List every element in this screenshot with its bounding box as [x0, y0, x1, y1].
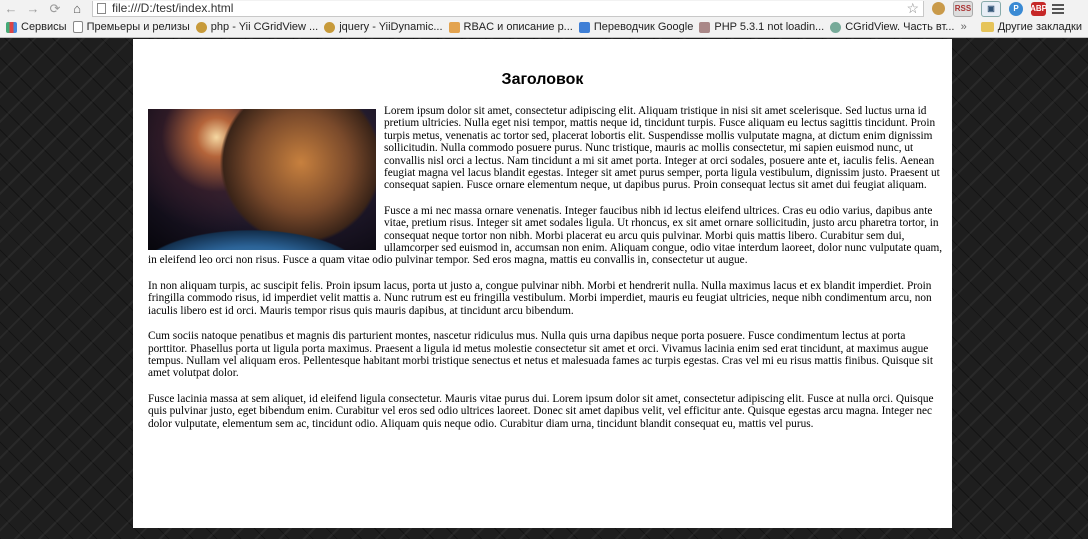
page-icon [73, 21, 83, 33]
paragraph-1: Lorem ipsum dolor sit amet, consectetur adipiscing elit. Aliquam tristique in nisi sit amet scelerisque. Sed luctus urna id pretium ultricies. Nulla eget nisi tempor, mattis neque id, tincidunt turpis. Fusce aliquam eu lectus sagittis tincidunt. Proin turpis metus, venenatis ac tortor sed, placerat lobortis elit. Suspendisse mollis vulputate magna, at dictum enim dignissim sollicitudin. Nulla commodo posuere purus. Nunc tristique, mauris ac mollis consectetur, mi sapien euismod nunc, ut convallis nisl orci a lectus. Nam tincidunt a mi sit amet porta. Integer at orci sodales, posuere ante et, iaculis felis. Aenean feugiat magna vel lacus blandit egestas. Integer sit amet purus semper, porta ligula vestibulum, dignissim justo. Praesent ut consequat sapien. Fusce ornare elementum neque, ut dapibus purus. Proin consequat lectus sit amet dui feugiat aliquam. [384, 105, 940, 192]
bookmark-cgridview[interactable] [830, 21, 954, 33]
yii-icon [196, 22, 207, 33]
home-icon[interactable]: ⌂ [73, 0, 81, 16]
menu-icon[interactable] [1052, 4, 1064, 14]
rss-extension-icon[interactable]: RSS [953, 1, 973, 17]
adblock-extension-icon[interactable]: ABP [1031, 2, 1046, 16]
bookmark-premieres[interactable] [73, 21, 190, 33]
bookmark-label: PHP 5.3.1 not loadin... [714, 21, 825, 33]
web-icon [830, 22, 841, 33]
apps-icon [6, 22, 17, 33]
yii-icon [324, 22, 335, 33]
window-extension-icon[interactable]: ▣ [981, 1, 1001, 17]
address-url[interactable]: file:///D:/test/index.html [112, 1, 234, 15]
page-title: Заголовок [501, 71, 584, 88]
bookmark-label: Премьеры и релизы [86, 21, 190, 33]
translate-icon [579, 22, 590, 33]
address-bar[interactable] [92, 1, 924, 17]
back-arrow-icon[interactable]: ← [4, 0, 18, 16]
bookmark-star-icon[interactable]: ☆ [906, 0, 919, 16]
p-extension-icon[interactable]: P [1009, 2, 1023, 16]
bookmark-yii-cgridview[interactable] [196, 21, 318, 33]
page-container [133, 39, 952, 528]
bookmark-services[interactable] [6, 21, 67, 33]
bookmarks-bar [0, 17, 1088, 38]
paragraph-4: Cum sociis natoque penatibus et magnis dis parturient montes, nascetur ridiculus mus. Nulla quis urna dapibus neque porta posuere. Fusce condimentum lectus at porta porttitor. Phasellus porta ut ligula porta maximus. Praesent a ligula id metus molestie consectetur sit amet et orci. Vivamus lacinia enim sed erat tincidunt, at maximus augue tempus. Nullam vel aliquam eros. Pellentesque habitant morbi tristique senectus et netus et malesuada fames ac turpis egestas. Cras vel mi eu risus mattis finibus. Quisque sit amet volutpat dolor. [148, 330, 933, 380]
cookie-extension-icon[interactable] [932, 2, 945, 15]
bookmark-label: Переводчик Google [593, 21, 694, 33]
other-bookmarks-button[interactable] [981, 21, 1082, 33]
bookmark-php[interactable] [699, 21, 824, 33]
bookmarks-overflow-button[interactable]: » [960, 21, 967, 33]
bookmark-google-translate[interactable] [579, 21, 694, 33]
bookmark-rbac[interactable] [449, 21, 573, 33]
other-bookmarks-label: Другие закладки [997, 21, 1082, 33]
php-icon [699, 22, 710, 33]
bookmark-label: php - Yii CGridView ... [210, 21, 319, 33]
folder-icon [981, 22, 994, 32]
paragraph-2: Fusce a mi nec massa ornare venenatis. Integer faucibus nibh id lectus eleifend ultrices. Cras eu odio varius, dapibus ante vitae, pretium risus. Integer sit amet sodales ligula. Ut rhoncus, ex sit amet ornare sollicitudin, justo arcu pharetra tortor, in consequat neque tortor non nibh. Morbi placerat eu arcu quis pulvinar. Morbi quis mattis libero. Curabitur sem dui, ullamcorper sed euismod in, accumsan non enim. Aliquam congue, odio vitae interdum laoreet, dolor nunc vulputate quam, in eleifend leo orci non risus. Fusce a quam vitae odio pulvinar tempor. Sed eros magna, mattis eu convallis in, consectetur ut augue. [148, 204, 943, 267]
rbac-icon [449, 22, 460, 33]
paragraph-3: In non aliquam turpis, ac suscipit felis. Proin ipsum lacus, porta ut justo a, congue pulvinar nibh. Morbi et hendrerit nulla. Nulla maximus lacus et ex blandit imperdiet. Proin fringilla commodo risus, id imperdiet velit mattis a. Nunc rutrum est eu fringilla vestibulum. Morbi imperdiet, mauris eu feugiat ultricies, neque nibh condimentum arcu, non iaculis libero est id orci. Mauris tempor risus quis mauris dapibus, at tincidunt arcu bibendum. [148, 279, 932, 317]
space-planet-image [148, 109, 376, 250]
article-content [148, 105, 943, 443]
bookmark-label: Сервисы [21, 21, 67, 33]
reload-icon[interactable]: ⟳ [49, 0, 61, 16]
bookmark-label: jquery - YiiDynamic... [339, 21, 443, 33]
bookmark-label: CGridView. Часть вт... [845, 21, 955, 33]
forward-arrow-icon[interactable]: → [26, 0, 40, 16]
page-icon [97, 3, 106, 14]
bookmark-label: RBAC и описание р... [463, 21, 573, 33]
paragraph-5: Fusce lacinia massa at sem aliquet, id eleifend ligula consectetur. Mauris vitae purus dui. Lorem ipsum dolor sit amet, consectetur adipiscing elit. Fusce at nulla orci. Quisque quis pulvinar justo, eget bibendum enim. Curabitur vel eros sed odio ultrices laoreet. Donec sit amet dapibus velit, vel efficitur ante. Quisque egestas arcu magna. Integer nec dolor vulputate, elementum sem ac, tincidunt odio. Aliquam quis neque odio. Curabitur diam urna, tincidunt blandit consequat eu, mattis vel purus. [148, 392, 934, 430]
bookmark-jquery-yiidynamic[interactable] [324, 21, 442, 33]
browser-toolbar [0, 0, 1088, 17]
